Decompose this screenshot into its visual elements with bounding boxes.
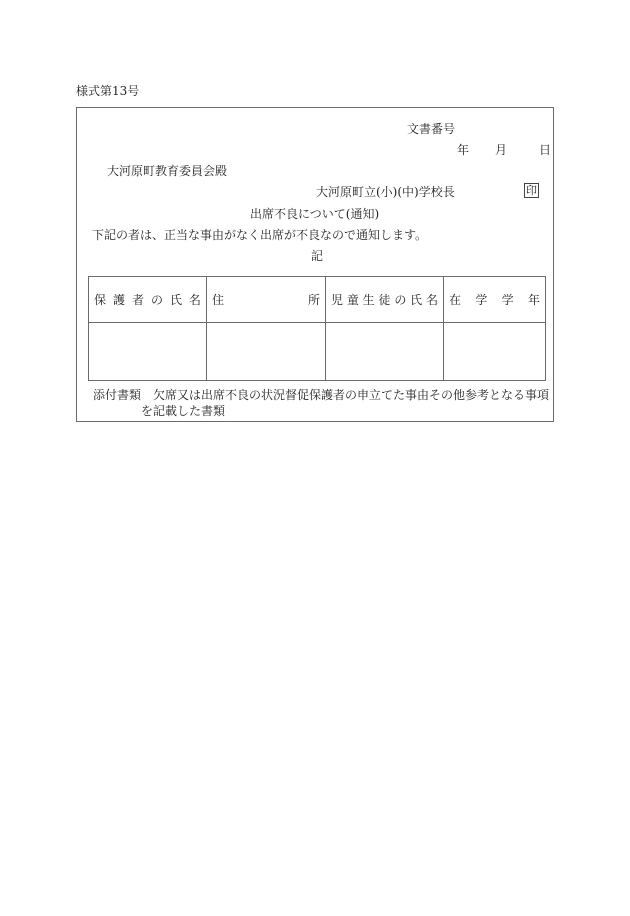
table-row <box>89 323 546 381</box>
date-year-label: 年 <box>457 143 470 157</box>
addressee: 大河原町教育委員会殿 <box>107 164 228 178</box>
cell-guardian-name[interactable] <box>89 323 207 381</box>
cell-student-name[interactable] <box>326 323 444 381</box>
date-day-label: 日 <box>539 143 552 157</box>
header-guardian-name: 保 護 者 の 氏 名 <box>89 277 207 323</box>
header-grade: 在 学 学 年 <box>444 277 546 323</box>
document-number-label: 文書番号 <box>407 122 456 136</box>
cell-grade[interactable] <box>444 323 546 381</box>
seal-mark: 印 <box>526 184 537 197</box>
cell-address[interactable] <box>207 323 326 381</box>
ki-label: 記 <box>311 249 324 263</box>
table-header-row <box>89 277 546 323</box>
header-student-name: 児 童 生 徒 の 氏 名 <box>326 277 444 323</box>
date-month-label: 月 <box>495 143 508 157</box>
document-title: 出席不良について(通知) <box>250 207 380 221</box>
record-table <box>88 276 546 381</box>
header-address: 住 所 <box>207 277 326 323</box>
attachment-note-line2: を記載した書類 <box>141 404 226 418</box>
sender: 大河原町立(小)(中)学校長 <box>316 185 455 199</box>
form-number-label: 様式第13号 <box>76 84 140 98</box>
body-text: 下記の者は、正当な事由がなく出席が不良なので通知します。 <box>92 228 428 242</box>
attachment-note-line1: 添付書類 欠席又は出席不良の状況督促保護者の申立てた事由その他参考となる事項 <box>93 388 550 402</box>
date-line <box>457 144 551 156</box>
